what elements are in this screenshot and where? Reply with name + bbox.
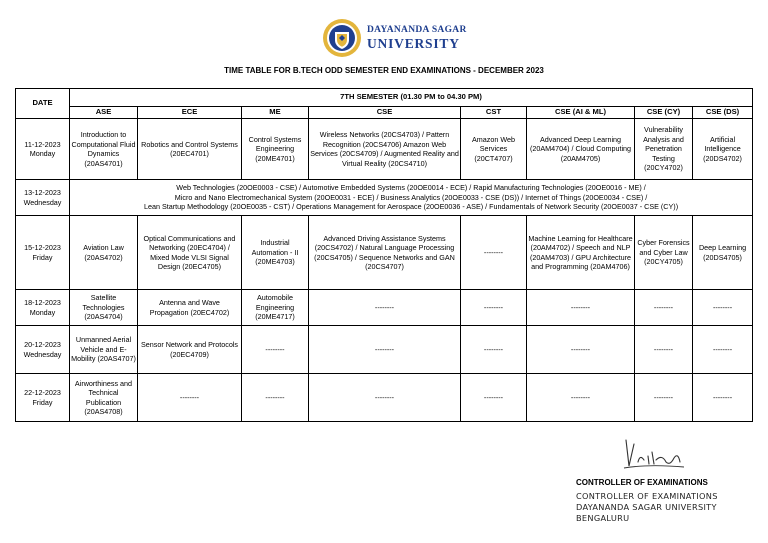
exam-cell: Vulnerability Analysis and Penetration Testing (20CY4702) (635, 119, 693, 180)
table-row (16, 216, 753, 290)
exam-cell: Amazon Web Services (20CT4707) (461, 119, 527, 180)
controller-title: CONTROLLER OF EXAMINATIONS (576, 478, 708, 487)
exam-cell: -------- (635, 326, 693, 374)
exam-cell: -------- (242, 374, 309, 422)
exam-cell: -------- (693, 326, 753, 374)
open-elective-line: Micro and Nano Electromechanical System (20OE0031 - ECE) / Business Analytics (20OE0033 - CSE (DS)) / Internet of Things (20OE0034 - CSE) / (174, 192, 648, 202)
exam-cell: -------- (461, 374, 527, 422)
table-row (16, 180, 753, 216)
office-stamp (576, 491, 718, 523)
exam-cell: Cyber Forensics and Cyber Law (20CY4705) (635, 216, 693, 290)
university-logo (322, 18, 467, 58)
column-header-me: ME (242, 107, 309, 119)
column-header-cse-aiml: CSE (AI & ML) (527, 107, 635, 119)
table-row (16, 374, 753, 422)
exam-cell: -------- (693, 290, 753, 326)
exam-cell: Artificial Intelligence (20DS4702) (693, 119, 753, 180)
document-header (0, 18, 768, 60)
exam-cell: -------- (242, 326, 309, 374)
exam-cell: Aviation Law (20AS4702) (70, 216, 138, 290)
exam-cell: Machine Learning for Healthcare (20AM4702) / Speech and NLP (20AM4703) / GPU Architecture and Programming (20AM4706) (527, 216, 635, 290)
date-cell: 22-12-2023 Friday (16, 374, 70, 422)
exam-cell: Optical Communications and Networking (20EC4704) / Mixed Mode VLSI Signal Design (20EC4705) (138, 216, 242, 290)
document-title: TIME TABLE FOR B.TECH ODD SEMESTER END EXAMINATIONS - DECEMBER 2023 (224, 66, 544, 75)
exam-timetable (15, 88, 753, 422)
column-header-cst: CST (461, 107, 527, 119)
exam-cell: Robotics and Control Systems (20EC4701) (138, 119, 242, 180)
column-header-ece: ECE (138, 107, 242, 119)
exam-cell: Control Systems Engineering (20ME4701) (242, 119, 309, 180)
exam-cell: Advanced Driving Assistance Systems (20CS4702) / Natural Language Processing (20CS4705) / Sequence Networks and GAN (20CS4707) (309, 216, 461, 290)
exam-cell: Industrial Automation - II (20ME4703) (242, 216, 309, 290)
handwritten-signature (618, 432, 688, 472)
exam-cell: -------- (309, 326, 461, 374)
date-cell: 13-12-2023 Wednesday (16, 180, 70, 216)
stamp-line: BENGALURU (576, 512, 630, 523)
exam-cell: -------- (309, 290, 461, 326)
exam-cell: -------- (461, 290, 527, 326)
open-elective-line: Lean Startup Methodology (20OE0035 - CST) / Operations Management for Aerospace (20OE0036 - ASE) / Fundamentals of Network Security (20OE0037 - CSE (CY)) (143, 202, 679, 212)
date-cell: 15-12-2023 Friday (16, 216, 70, 290)
column-header-ase: ASE (70, 107, 138, 119)
university-seal-icon (322, 18, 362, 58)
table-row (16, 119, 753, 180)
exam-cell: Sensor Network and Protocols (20EC4709) (138, 326, 242, 374)
exam-cell: -------- (461, 216, 527, 290)
exam-cell: Introduction to Computational Fluid Dynamics (20AS4701) (70, 119, 138, 180)
open-elective-cell (70, 180, 753, 216)
exam-cell: Advanced Deep Learning (20AM4704) / Cloud Computing (20AM4705) (527, 119, 635, 180)
exam-cell: Unmanned Aerial Vehicle and E-Mobility (20AS4707) (70, 326, 138, 374)
exam-cell: Satellite Technologies (20AS4704) (70, 290, 138, 326)
date-cell: 18-12-2023 Monday (16, 290, 70, 326)
date-header: DATE (16, 89, 70, 119)
table-row (16, 290, 753, 326)
exam-cell: -------- (527, 374, 635, 422)
exam-cell: -------- (635, 290, 693, 326)
exam-cell: -------- (527, 290, 635, 326)
university-name-line2: UNIVERSITY (367, 36, 460, 51)
exam-cell: -------- (309, 374, 461, 422)
exam-cell: -------- (527, 326, 635, 374)
stamp-line: DAYANANDA SAGAR UNIVERSITY (576, 501, 717, 512)
date-cell: 20-12-2023 Wednesday (16, 326, 70, 374)
exam-cell: -------- (138, 374, 242, 422)
exam-cell: Wireless Networks (20CS4703) / Pattern Recognition (20CS4706) Amazon Web Services (20CS4709) / Augmented Reality and Virtual Reality (20CS4710) (309, 119, 461, 180)
exam-cell: Antenna and Wave Propagation (20EC4702) (138, 290, 242, 326)
date-cell: 11-12-2023 Monday (16, 119, 70, 180)
column-header-cse: CSE (309, 107, 461, 119)
exam-cell: Automobile Engineering (20ME4717) (242, 290, 309, 326)
column-header-cse-cy: CSE (CY) (635, 107, 693, 119)
exam-cell: -------- (693, 374, 753, 422)
exam-cell: Deep Learning (20DS4705) (693, 216, 753, 290)
stamp-line: CONTROLLER OF EXAMINATIONS (576, 491, 718, 501)
semester-header: 7TH SEMESTER (01.30 PM to 04.30 PM) (70, 89, 753, 107)
open-elective-line: Web Technologies (20OE0003 - CSE) / Automotive Embedded Systems (20OE0014 - ECE) / Rapid Manufacturing Technologies (20OE0016 - ME) / (176, 183, 646, 193)
university-name-line1: DAYANANDA SAGAR (367, 24, 467, 35)
exam-cell: Airworthiness and Technical Publication (20AS4708) (70, 374, 138, 422)
exam-cell: -------- (635, 374, 693, 422)
exam-cell: -------- (461, 326, 527, 374)
table-row (16, 326, 753, 374)
column-header-cse-ds: CSE (DS) (693, 107, 753, 119)
